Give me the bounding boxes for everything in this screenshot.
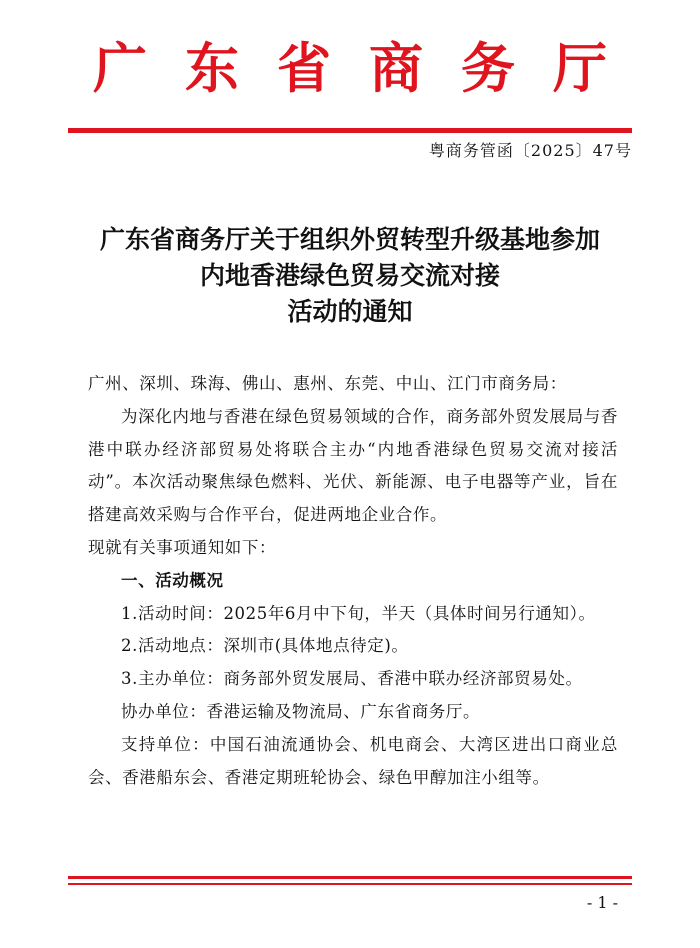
recipients: 广州、深圳、珠海、佛山、惠州、东莞、中山、江门市商务局： (88, 374, 567, 393)
co-organizers: 协办单位：香港运输及物流局、广东省商务厅。 (121, 701, 481, 721)
intro-paragraph: 为深化内地与香港在绿色贸易领域的合作，商务部外贸发展局与香港中联办经济部贸易处将联合主办“内地香港绿色贸易交流对接活动”。本次活动聚焦绿色燃料、光伏、新能源、电子电器等产业，旨在搭建高效采购与合作平台，促进两地企业合作。 (88, 406, 618, 525)
document-title (68, 222, 632, 330)
footer-red-rule-thick (68, 876, 632, 879)
document-number: 粤商务管函〔2025〕47号 (428, 141, 632, 160)
title-line-1: 广东省商务厅关于组织外贸转型升级基地参加 (99, 225, 600, 254)
footer-red-rule-thin (68, 883, 632, 885)
header-red-rule (68, 128, 632, 133)
page-number: - 1 - (586, 893, 618, 912)
item-time: 1.活动时间：2025年6月中下旬，半天（具体时间另行通知）。 (121, 603, 596, 623)
item-organizers: 3.主办单位：商务部外贸发展局、香港中联办经济部贸易处。 (121, 669, 583, 689)
item-location: 2.活动地点：深圳市(具体地点待定)。 (121, 636, 409, 656)
notice-lead: 现就有关事项通知如下： (88, 537, 277, 557)
supporting-units: 支持单位：中国石油流通协会、机电商会、大湾区进出口商业总会、香港船东会、香港定期班轮协会、绿色甲醇加注小组等。 (88, 734, 618, 787)
title-line-3: 活动的通知 (287, 297, 413, 326)
title-line-2: 内地香港绿色贸易交流对接 (199, 261, 500, 290)
agency-masthead: 广东省商务厅 (93, 36, 645, 100)
section-heading: 一、活动概况 (121, 570, 224, 590)
document-body (88, 368, 618, 794)
